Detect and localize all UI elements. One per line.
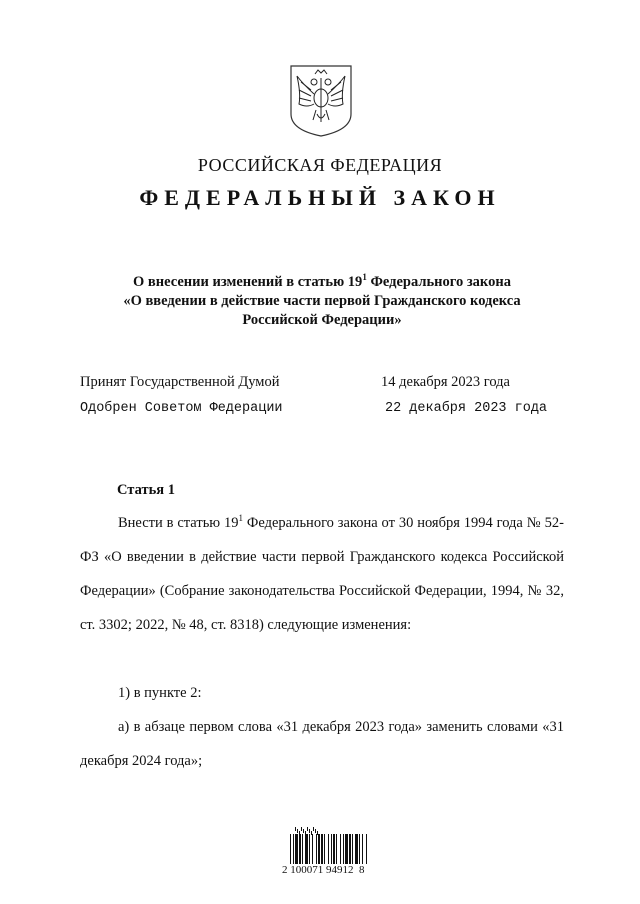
article-heading: Статья 1 [117, 482, 175, 498]
council-date: 22 декабря 2023 года [385, 401, 548, 416]
title-line-2: «О введении в действие части первой Гражданского кодекса [123, 292, 521, 309]
duma-date: 14 декабря 2023 года [381, 374, 510, 390]
title-line-3: Российской Федерации» [242, 311, 402, 328]
barcode-number: 2 100071 94912 8 [282, 864, 365, 876]
item-1a: а) в абзаце первом слова «31 декабря 2023 года» заменить словами «31 декабря 2024 года»; [80, 719, 564, 769]
title-line-1: О внесении изменений в статью $19^1$ Федерального закона [133, 272, 511, 290]
coat-of-arms-emblem [289, 64, 353, 138]
article-intro-paragraph: Внести в статью $19^1$ Федерального закона от 30 ноября 1994 года № 52-ФЗ «О введении в действие части первой Гражданского кодекса Российской Федерации» (Собрание законодательства Российской Федерации, 1994, № 32, ст. 3302; 2022, № 48, ст. 8318) следующие изменения: [80, 513, 564, 633]
document-type: ФЕДЕРАЛЬНЫЙ ЗАКОН [139, 185, 501, 210]
law-title [80, 268, 564, 330]
item-1: 1) в пункте 2: [118, 685, 202, 701]
council-label: Одобрен Советом Федерации [80, 401, 283, 416]
country-name: РОССИЙСКАЯ ФЕДЕРАЦИЯ [197, 155, 443, 175]
duma-label: Принят Государственной Думой [80, 374, 280, 390]
barcode [289, 826, 369, 864]
